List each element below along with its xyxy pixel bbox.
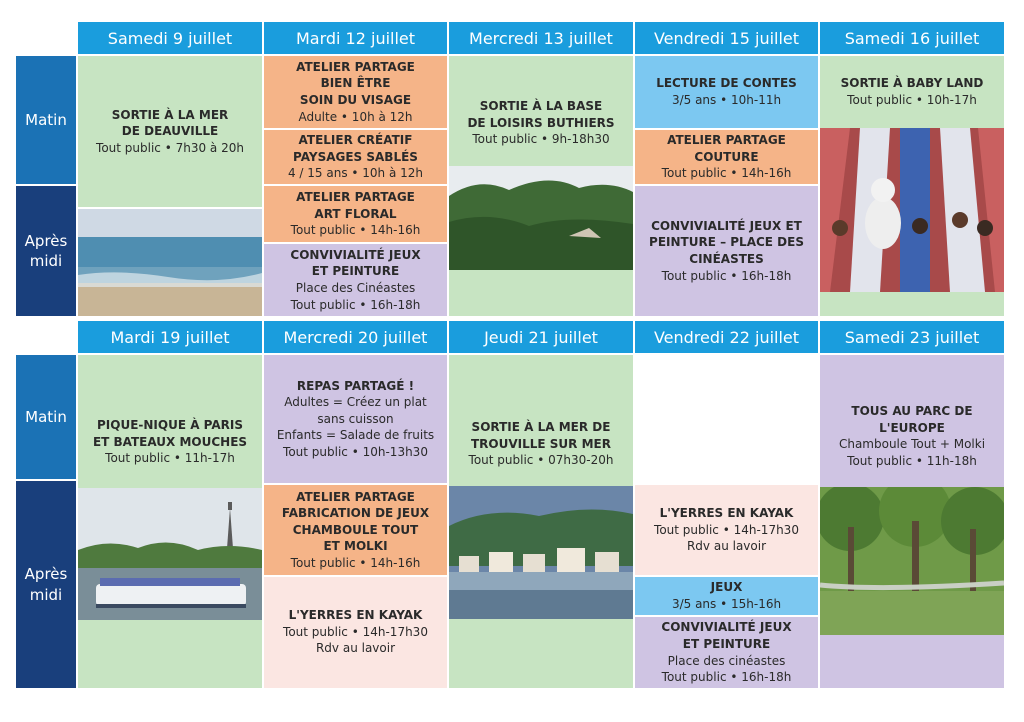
day-header: Mercredi 20 juillet [264,321,447,353]
activity-title: L'YERRES EN KAYAK [659,506,794,521]
day-header: Vendredi 22 juillet [635,321,818,353]
activity-card [264,485,447,575]
activity-detail: Tout public • 11h-17h [105,451,235,466]
activity-title: CONVIVIALITÉ JEUX ET PEINTURE [661,620,792,651]
day-header: Mardi 19 juillet [78,321,262,353]
activity-detail: Tout public • 16h-18h [661,268,792,283]
day-header: Vendredi 15 juillet [635,22,818,54]
activity-detail: Tout public • 7h30 à 20h [96,140,244,155]
side-label-matin: Matin [16,56,76,184]
activity-card [264,186,447,242]
activity-detail: Tout public • 14h-17h30 Rdv au lavoir [283,624,428,656]
empty-cell [635,355,818,483]
side-label-apres-midi: Après midi [16,186,76,316]
activity-card [635,485,818,575]
activity-title: L'YERRES EN KAYAK [288,608,423,622]
side-label-apres-midi: Après midi [16,481,76,688]
activity-title: LECTURE DE CONTES [656,76,797,91]
activity-detail: Place des Cinéastes Tout public • 16h-18h [290,281,421,312]
activity-title: JEUX [710,580,743,595]
activity-card [635,130,818,184]
day-header: Mercredi 13 juillet [449,22,633,54]
activity-card [635,56,818,128]
activity-card [264,56,447,128]
activity-detail: Tout public • 14h-16h [290,223,421,238]
cell-filler [820,292,1004,316]
activity-detail: Tout public • 10h-17h [847,93,977,107]
slide-photo [820,128,1004,292]
activity-card [264,130,447,184]
activity-detail: Adulte • 10h à 12h [298,109,413,124]
activity-title: SORTIE À LA MER DE DEAUVILLE [111,107,229,139]
activity-card [78,56,262,207]
activity-detail: Chamboule Tout + Molki Tout public • 11h-18h [838,437,986,468]
beach-photo [78,209,262,316]
activity-title: REPAS PARTAGÉ ! [296,378,415,393]
day-header: Samedi 16 juillet [820,22,1004,54]
activity-card [264,244,447,316]
park-photo [820,487,1004,635]
trouville-photo [449,486,633,619]
activity-detail: Place des cinéastes Tout public • 16h-18h [661,653,792,685]
activity-card [635,617,818,688]
day-header: Jeudi 21 juillet [449,321,633,353]
activity-detail: 4 / 15 ans • 10h à 12h [287,166,424,181]
day-header: Samedi 23 juillet [820,321,1004,353]
activity-title: ATELIER PARTAGE ART FLORAL [296,190,415,221]
forest-photo [449,166,633,270]
activity-title: ATELIER PARTAGE FABRICATION DE JEUX CHAMBOULE TOUT ET MOLKI [281,489,430,554]
activity-title: ATELIER CRÉATIF PAYSAGES SABLÉS [293,133,418,164]
activity-title: SORTIE À LA MER DE TROUVILLE SUR MER [471,420,611,451]
activity-detail: Tout public • 14h-16h [290,555,421,570]
activity-title: CONVIVIALITÉ JEUX ET PEINTURE [290,247,421,279]
activity-card [635,186,818,316]
activity-card [820,56,1004,128]
activity-card [635,577,818,615]
day-header: Mardi 12 juillet [264,22,447,54]
activity-title: ATELIER PARTAGE BIEN ÊTRE SOIN DU VISAGE [296,59,415,107]
activity-detail: Tout public • 14h-16h [661,166,792,181]
activity-detail: 3/5 ans • 10h-11h [671,93,782,107]
activity-detail: Tout public • 9h-18h30 [472,132,610,147]
activity-detail: Adultes = Créez un plat sans cuisson Enfants = Salade de fruits Tout public • 10h-13h30 [276,395,435,459]
activity-title: SORTIE À BABY LAND [840,76,984,91]
activity-title: PIQUE-NIQUE À PARIS ET BATEAUX MOUCHES [92,418,248,449]
activity-detail: Tout public • 07h30-20h [468,453,614,468]
activity-card [264,577,447,688]
activity-detail: 3/5 ans • 15h-16h [671,597,782,611]
activity-card [264,355,447,483]
day-header: Samedi 9 juillet [78,22,262,54]
activity-title: CONVIVIALITÉ JEUX ET PEINTURE – PLACE DES CINÉASTES [649,218,804,266]
paris-boat-photo [78,488,262,620]
activity-title: ATELIER PARTAGE COUTURE [667,133,786,164]
activity-title: SORTIE À LA BASE DE LOISIRS BUTHIERS [467,99,615,130]
side-label-matin: Matin [16,355,76,479]
activity-title: TOUS AU PARC DE L'EUROPE [851,404,973,435]
activity-detail: Tout public • 14h-17h30 Rdv au lavoir [654,522,799,554]
